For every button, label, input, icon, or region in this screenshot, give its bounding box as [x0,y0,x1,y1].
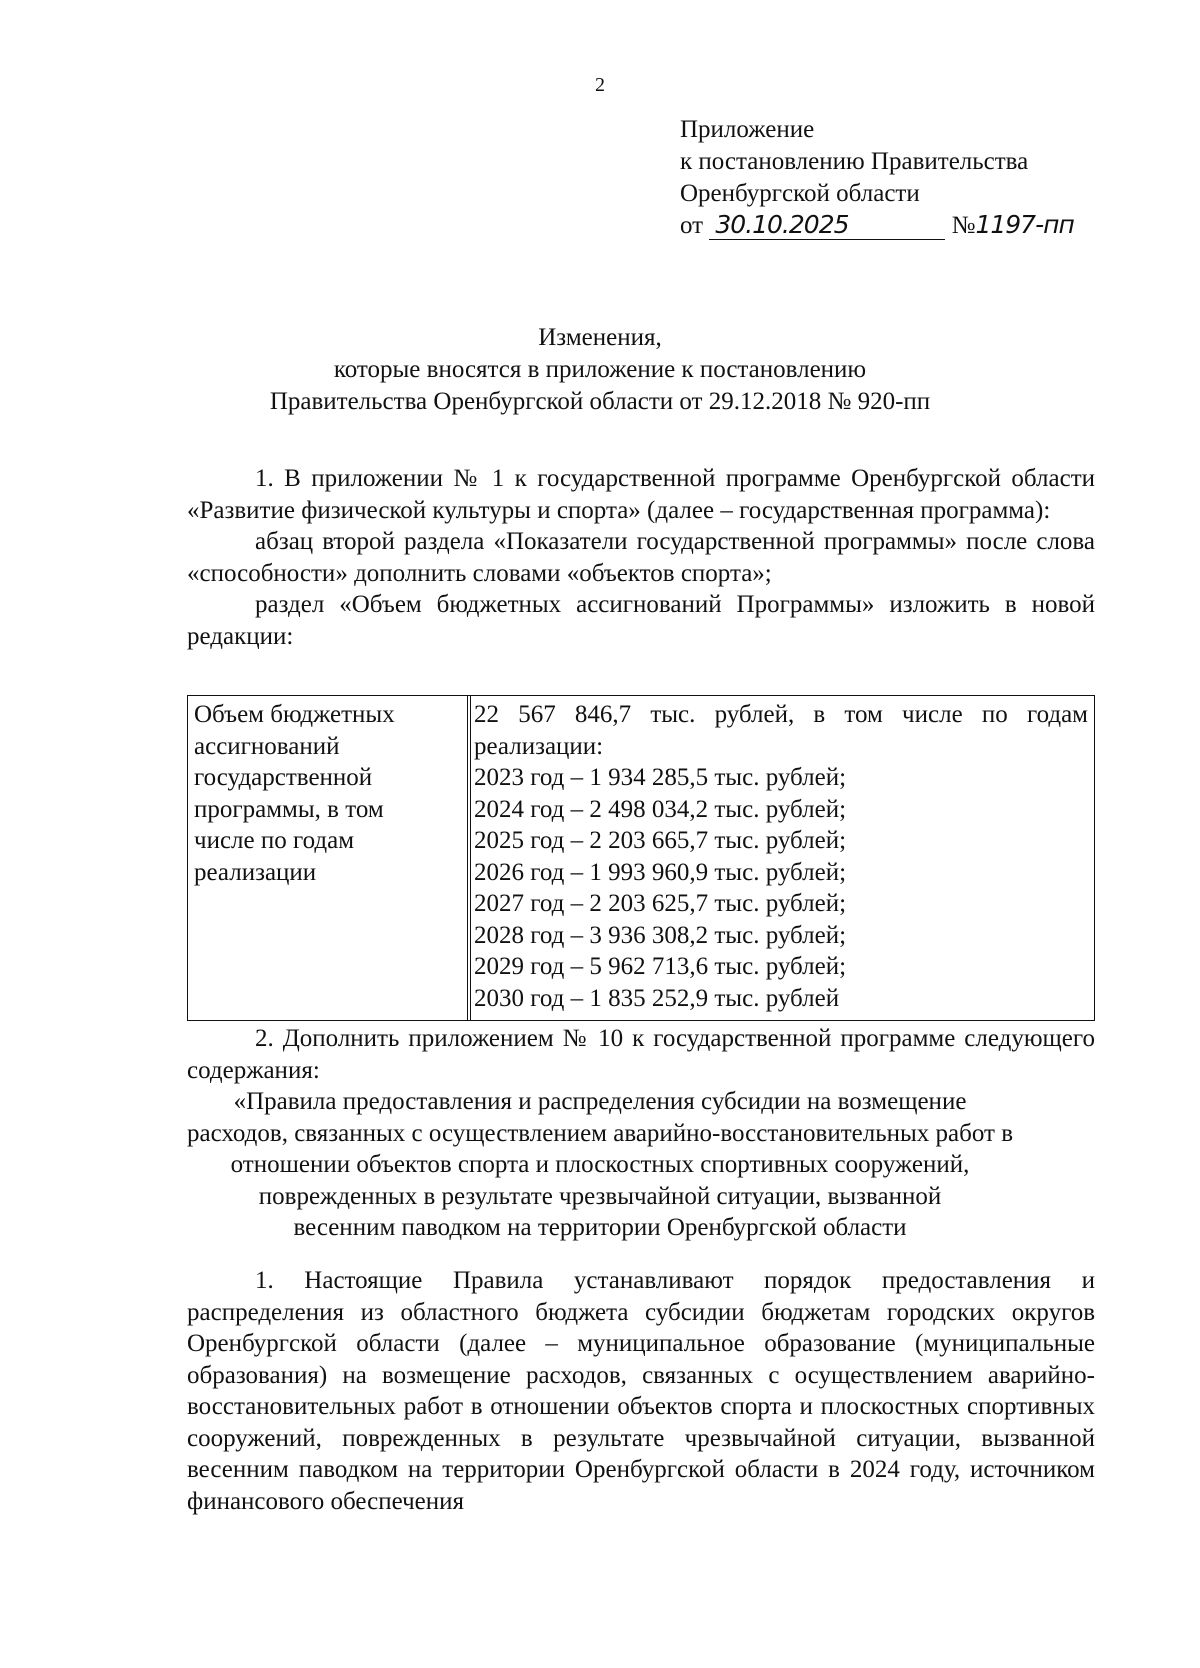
rules-title-line-5: весенним паводком на территории Оренбургской области [293,1214,907,1241]
appendix-line-3: Оренбургской области [680,180,920,207]
appendix-line-2: к постановлению Правительства [680,148,1029,175]
section-1-paragraph-2: абзац второй раздела «Показатели государственной программы» после слова «способности» дополнить словами «объектов спорта»; [187,528,1095,587]
year-row: 2030 год – 1 835 252,9 тыс. рублей [474,984,840,1012]
rules-title-line-4: поврежденных в результате чрезвычайной ситуации, вызванной [258,1182,942,1210]
section-2 [187,1023,1095,1086]
table-divider [470,696,471,1020]
rules-title-line-1: «Правила предоставления и распределения субсидии на возмещение [233,1088,967,1115]
label-line: Объем бюджетных [194,701,395,728]
label-line: программы, в том [194,795,384,823]
year-row: 2024 год – 2 498 034,2 тыс. рублей; [474,795,847,823]
budget-table-label-cell [188,696,468,1020]
from-label: от [680,212,704,239]
page-number: 2 [595,74,605,96]
title-line-2: которые вносятся в приложение к постановлению [333,356,867,383]
rules-paragraph-1: 1. Настоящие Правила устанавливают порядок предоставления и распределения из областного бюджета субсидии бюджетам городских округов Оренбургской области (далее – муниципальное образование (муниципальные образования) на возмещение расходов, связанных с осуществлением аварийно-восстановительных работ в отношении объектов спорта и плоскостных спортивных сооружений, поврежденных в результате чрезвычайной ситуации, вызванной весенним паводком на территории Оренбургской области в 2024 году, источником финансового обеспечения [187,1267,1095,1515]
title-line-1: Изменения, [538,324,662,351]
handwritten-number: 1197-пп [975,210,1074,239]
section-1-paragraph-3: раздел «Объем бюджетных ассигнований Программы» изложить в новой редакции: [187,591,1095,650]
budget-table [187,695,1095,1021]
rules-section [187,1265,1095,1517]
year-row: 2026 год – 1 993 960,9 тыс. рублей; [474,858,847,886]
appendix-line-1: Приложение [680,116,815,143]
year-row: 2023 год – 1 934 285,5 тыс. рублей; [474,764,847,791]
year-row: 2029 год – 5 962 713,6 тыс. рублей; [474,953,847,980]
appendix-date-number-row [680,210,1120,242]
year-row: 2028 год – 3 936 308,2 тыс. рублей; [474,921,847,949]
section-1-paragraph-1: 1. В приложении № 1 к государственной программе Оренбургской области «Развитие физической культуры и спорта» (далее – государственная программа): [187,465,1095,524]
appendix-header [680,114,1120,242]
document-title [0,322,1200,418]
title-line-3: Правительства Оренбургской области от 29.12.2018 № 920-пп [269,388,931,415]
section-1 [187,463,1095,652]
budget-table-value-cell [468,696,1094,1020]
handwritten-date: 30.10.2025 [709,211,945,240]
rules-title-line-3: отношении объектов спорта и плоскостных спортивных сооружений, [230,1151,970,1178]
budget-total-intro: 22 567 846,7 тыс. рублей, в том числе по годам реализации: [474,701,1088,760]
section-2-paragraph-1: 2. Дополнить приложением № 10 к государственной программе следующего содержания: [187,1025,1095,1084]
rules-title-line-2: расходов, связанных с осуществлением аварийно-восстановительных работ в [186,1119,1013,1147]
label-line: ассигнований [194,732,340,760]
label-line: числе по годам [194,827,355,854]
rules-title [0,1086,1200,1244]
year-row: 2025 год – 2 203 665,7 тыс. рублей; [474,827,847,854]
label-line: реализации [194,858,317,886]
year-row: 2027 год – 2 203 625,7 тыс. рублей; [474,890,847,917]
number-label: № [951,212,976,239]
label-line: государственной [194,764,373,791]
